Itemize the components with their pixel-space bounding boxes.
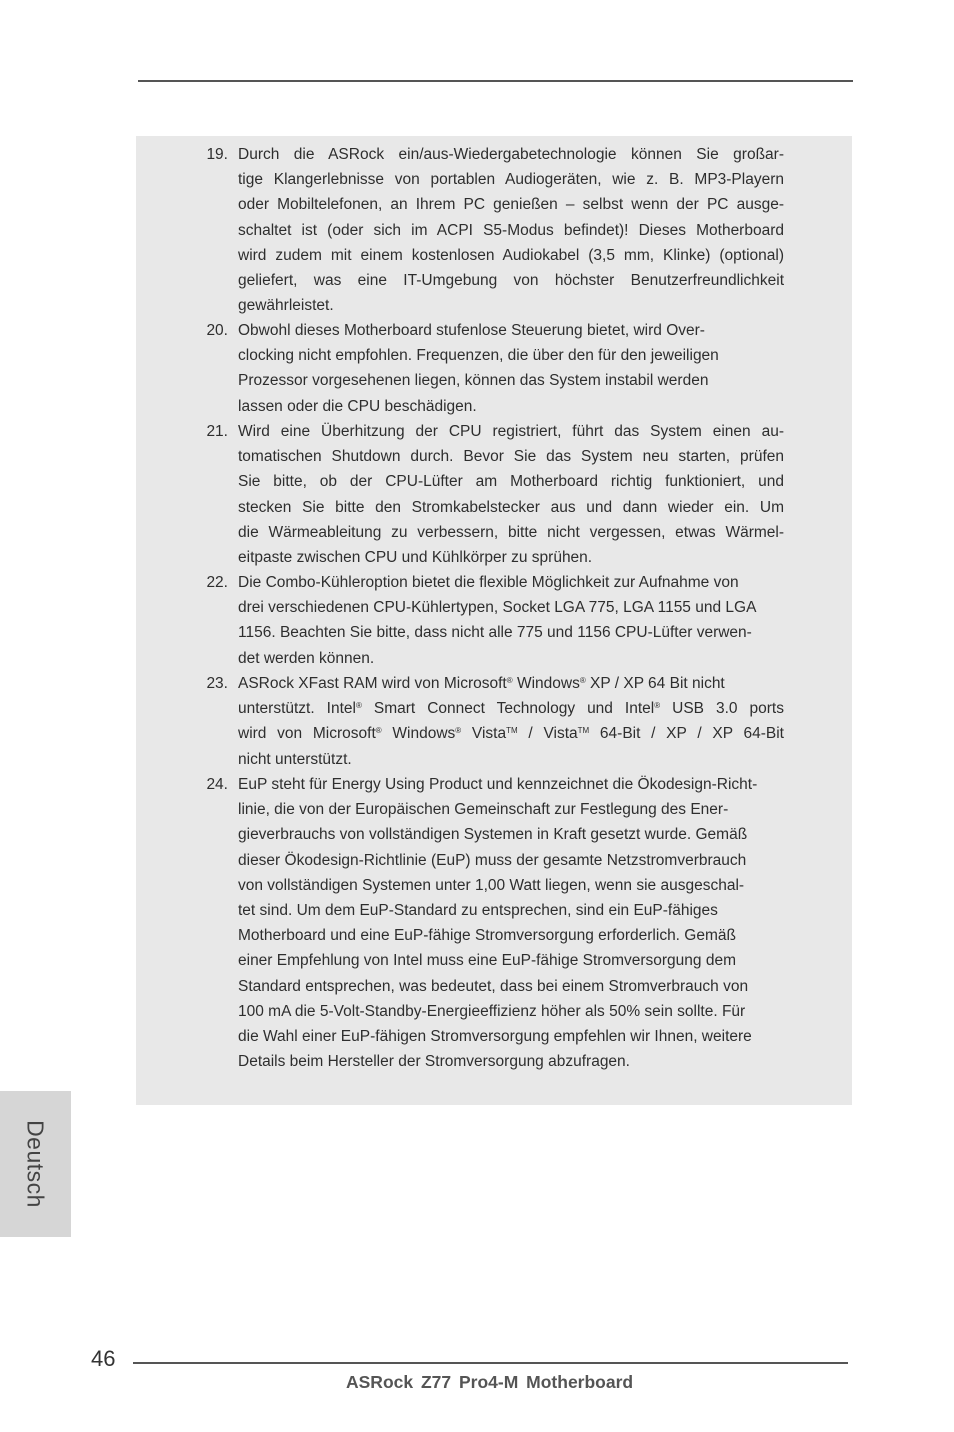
language-tab xyxy=(0,1091,71,1237)
note-line: Standard entsprechen, was bedeutet, dass bei einem Stromverbrauch von xyxy=(238,977,749,995)
note-line: die Wärmeableitung zu verbessern, bitte nicht vergessen, etwas Wärmel- xyxy=(238,523,784,541)
note-number: 24. xyxy=(206,776,228,793)
note-number: 23. xyxy=(206,675,228,692)
note-line: lassen oder die CPU beschädigen. xyxy=(238,397,477,415)
note-line: Prozessor vorgesehenen liegen, können das System instabil werden xyxy=(238,372,709,390)
note-line: gewährleistet. xyxy=(238,297,334,315)
note-line: die Wahl einer EuP-fähigen Stromversorgung empfehlen wir Ihnen, weitere xyxy=(238,1028,752,1046)
language-tab-label: Deutsch xyxy=(22,1120,49,1208)
note-21-text xyxy=(238,419,784,570)
note-line: dieser Ökodesign-Richtlinie (EuP) muss der gesamte Netzstromverbrauch xyxy=(238,851,747,869)
note-line: Motherboard und eine EuP-fähige Stromversorgung erforderlich. Gemäß xyxy=(238,927,736,945)
note-number: 22. xyxy=(206,574,228,591)
note-line: Durch die ASRock ein/aus-Wiedergabetechnologie können Sie großar- xyxy=(238,146,784,163)
note-line: von vollständigen Systemen unter 1,00 Watt liegen, wenn sie ausgeschal- xyxy=(238,876,745,894)
note-line: einer Empfehlung von Intel muss eine EuP-fähige Stromversorgung dem xyxy=(238,952,736,970)
note-line: eitpaste zwischen CPU und Kühlkörper zu sprühen. xyxy=(238,549,593,567)
footer-title: ASRock Z77 Pro4-M Motherboard xyxy=(346,1372,634,1392)
note-line: wird von Microsoft® Windows® Vista™ / Vista™ 64-Bit / XP / XP 64-Bit xyxy=(238,725,784,743)
note-line: drei verschiedenen CPU-Kühlertypen, Socket LGA 775, LGA 1155 und LGA xyxy=(238,599,757,617)
note-line: wird zudem mit einem kostenlosen Audiokabel (3,5 mm, Klinke) (optional) xyxy=(238,246,784,264)
note-line: 1156. Beachten Sie bitte, dass nicht alle 775 und 1156 CPU-Lüfter verwen- xyxy=(238,624,752,642)
note-line: det werden können. xyxy=(238,649,375,667)
note-line: gieverbrauchs von vollständigen Systemen in Kraft gesetzt wurde. Gemäß xyxy=(238,826,748,844)
note-line: Wird eine Überhitzung der CPU registriert, führt das System einen au- xyxy=(238,423,784,440)
note-19-text xyxy=(238,142,784,318)
note-line: oder Mobiltelefonen, an Ihrem PC genießen – selbst wenn der PC ausge- xyxy=(238,196,784,214)
note-20-text xyxy=(238,318,784,419)
note-line: linie, die von der Europäischen Gemeinschaft zur Festlegung des Ener- xyxy=(238,801,729,819)
note-line: Die Combo-Kühleroption bietet die flexible Möglichkeit zur Aufnahme von xyxy=(238,574,739,591)
page-number: 46 xyxy=(91,1346,116,1371)
note-line: tomatischen Shutdown durch. Bevor Sie das System neu starten, prüfen xyxy=(238,448,784,466)
note-line: Sie bitte, ob der CPU-Lüfter am Motherboard richtig funktioniert, und xyxy=(238,473,784,491)
note-line: Details beim Hersteller der Stromversorgung abzufragen. xyxy=(238,1053,630,1071)
note-number: 21. xyxy=(206,423,228,440)
note-line: tet sind. Um dem EuP-Standard zu entsprechen, sind ein EuP-fähiges xyxy=(238,902,718,920)
note-line: schaltet ist (oder sich im ACPI S5-Modus befindet)! Dieses Motherboard xyxy=(238,221,784,239)
note-number: 20. xyxy=(206,322,228,339)
note-23-text xyxy=(238,671,784,772)
note-number: 19. xyxy=(206,146,228,163)
note-line: unterstützt. Intel® Smart Connect Technology und Intel® USB 3.0 ports xyxy=(238,700,784,718)
note-line: ASRock XFast RAM wird von Microsoft® Windows® XP / XP 64 Bit nicht xyxy=(238,675,725,692)
note-line: nicht unterstützt. xyxy=(238,750,352,768)
note-line: clocking nicht empfohlen. Frequenzen, die über den für den jeweiligen xyxy=(238,347,719,365)
note-line: 100 mA die 5-Volt-Standby-Energieeffizienz höher als 50% sein sollte. Für xyxy=(238,1002,746,1020)
note-line: geliefert, was eine IT-Umgebung von höchster Benutzerfreundlichkeit xyxy=(238,272,784,290)
note-line: tige Klangerlebnisse von portablen Audiogeräten, wie z. B. MP3-Playern xyxy=(238,171,784,189)
note-line: Obwohl dieses Motherboard stufenlose Steuerung bietet, wird Over- xyxy=(238,322,705,339)
note-line: stecken Sie bitte den Stromkabelstecker aus und dann wieder ein. Um xyxy=(238,498,784,516)
header-rule xyxy=(138,80,853,82)
footer-rule xyxy=(133,1362,848,1364)
note-22-text xyxy=(238,570,784,671)
note-line: EuP steht für Energy Using Product und kennzeichnet die Ökodesign-Richt- xyxy=(238,776,758,793)
note-24-text xyxy=(238,772,784,1074)
